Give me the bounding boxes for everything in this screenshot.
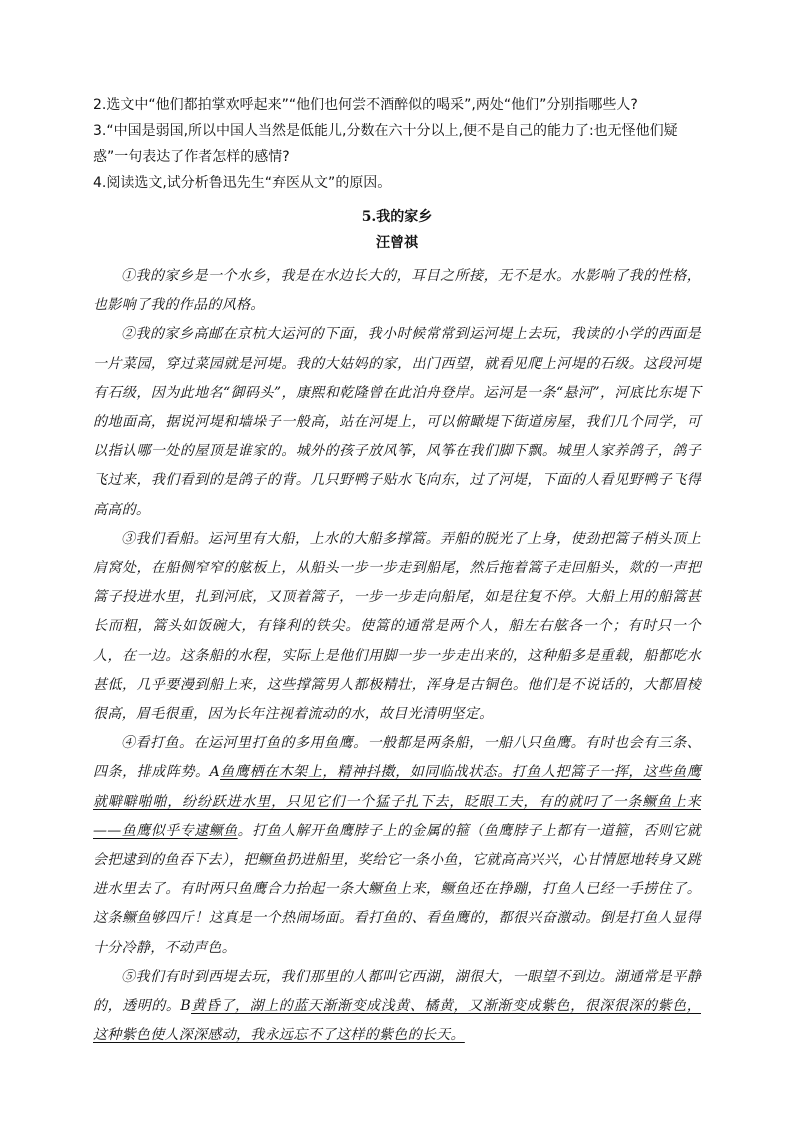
paragraph-4 (93, 729, 701, 963)
paragraph-2: ②我的家乡高邮在京杭大运河的下面，我小时候常常到运河堤上去玩，我读的小学的西面是一片菜园，穿过菜园就是河堤。我的大姑妈的家，出门西望，就看见爬上河堤的石级。这段河堤有石级，因为此地名“御码头”，康熙和乾隆曾在此泊舟登岸。运河是一条“悬河”，河底比东堤下的地面高，据说河堤和墙垛子一般高，站在河堤上，可以俯瞰堤下街道房屋，我们几个同学，可以指认哪一处的屋顶是谁家的。城外的孩子放风筝，风筝在我们脚下飘。城里人家养鸽子，鸽子飞过来，我们看到的是鸽子的背。几只野鸭子贴水飞向东，过了河堤，下面的人看见野鸭子飞得高高的。 (93, 326, 701, 518)
paragraph-4-intro: ④看打鱼。在运河里打鱼的多用鱼鹰。一般都是两条船，一船八只鱼鹰。有时也会有三条、四条，排成阵势。A (93, 735, 701, 781)
paragraph-1: ①我的家乡是一个水乡，我是在水边长大的，耳目之所接，无不是水。水影响了我的性格，也影响了我的作品的风格。 (93, 268, 701, 314)
document-content (93, 92, 701, 1050)
paragraph-4-underlined-sentence-a: 鱼鹰栖在木架上，精神抖擞，如同临战状态。打鱼人把篙子一挥，这些鱼鹰就噼噼啪啪，纷纷跃进水里，只见它们一个猛子扎下去，眨眼工夫，有的就叼了一条鳜鱼上来——鱼鹰似乎专逮鳜鱼 (93, 764, 701, 839)
paragraph-5 (93, 963, 701, 1051)
question-2: 2.选文中“他们都拍掌欢呼起来”“他们也何尝不酒醉似的喝采”,两处“他们”分别指哪些人? (93, 97, 638, 113)
question-3: 3.“中国是弱国,所以中国人当然是低能儿,分数在六十分以上,便不是自己的能力了:也无怪他们疑惑”一句表达了作者怎样的感情? (93, 123, 678, 165)
article-title: 5.我的家乡 (361, 209, 433, 225)
paragraph-5-intro: ⑤我们有时到西堤去玩，我们那里的人都叫它西湖，湖很大，一眼望不到边。湖通常是平静的，透明的。B (93, 968, 701, 1015)
paragraph-4-rest: 。打鱼人解开鱼鹰脖子上的金属的箍（鱼鹰脖子上都有一道箍，否则它就会把逮到的鱼吞下去），把鳜鱼扔进船里，奖给它一条小鱼，它就高高兴兴，心甘情愿地转身又跳进水里去了。有时两只鱼鹰合力抬起一条大鳜鱼上来，鳜鱼还在挣蹦，打鱼人已经一手捞住了。这条鳜鱼够四斤！这真是一个热闹场面。看打鱼的、看鱼鹰的，都很兴奋激动。倒是打鱼人显得十分冷静，不动声色。 (93, 822, 701, 956)
article-author: 汪曾祺 (376, 235, 418, 251)
paragraph-3: ③我们看船。运河里有大船，上水的大船多撑篙。弄船的脱光了上身，使劲把篙子梢头顶上肩窝处，在船侧窄窄的舷板上，从船头一步一步走到船尾，然后拖着篙子走回船头，欻的一声把篙子投进水里，扎到河底，又顶着篙子，一步一步走向船尾，如是往复不停。大船上用的船篙甚长而粗，篙头如饭碗大，有锋利的铁尖。使篙的通常是两个人，船左右舷各一个；有时只一个人，在一边。这条船的水程，实际上是他们用脚一步一步走出来的，这种船多是重载，船都吃水甚低，几乎要漫到船上来，这些撑篙男人都极精壮，浑身是古铜色。他们是不说话的，大都眉棱很高，眉毛很重，因为长年注视着流动的水，故目光清明坚定。 (93, 530, 701, 723)
question-4: 4.阅读选文,试分析鲁迅先生“弃医从文”的原因。 (93, 175, 392, 191)
paragraph-5-underlined-sentence-b: 黄昏了，湖上的蓝天渐渐变成浅黄、橘黄，又渐渐变成紫色，很深很深的紫色，这种紫色使人深深感动，我永远忘不了这样的紫色的长天。 (93, 998, 701, 1044)
